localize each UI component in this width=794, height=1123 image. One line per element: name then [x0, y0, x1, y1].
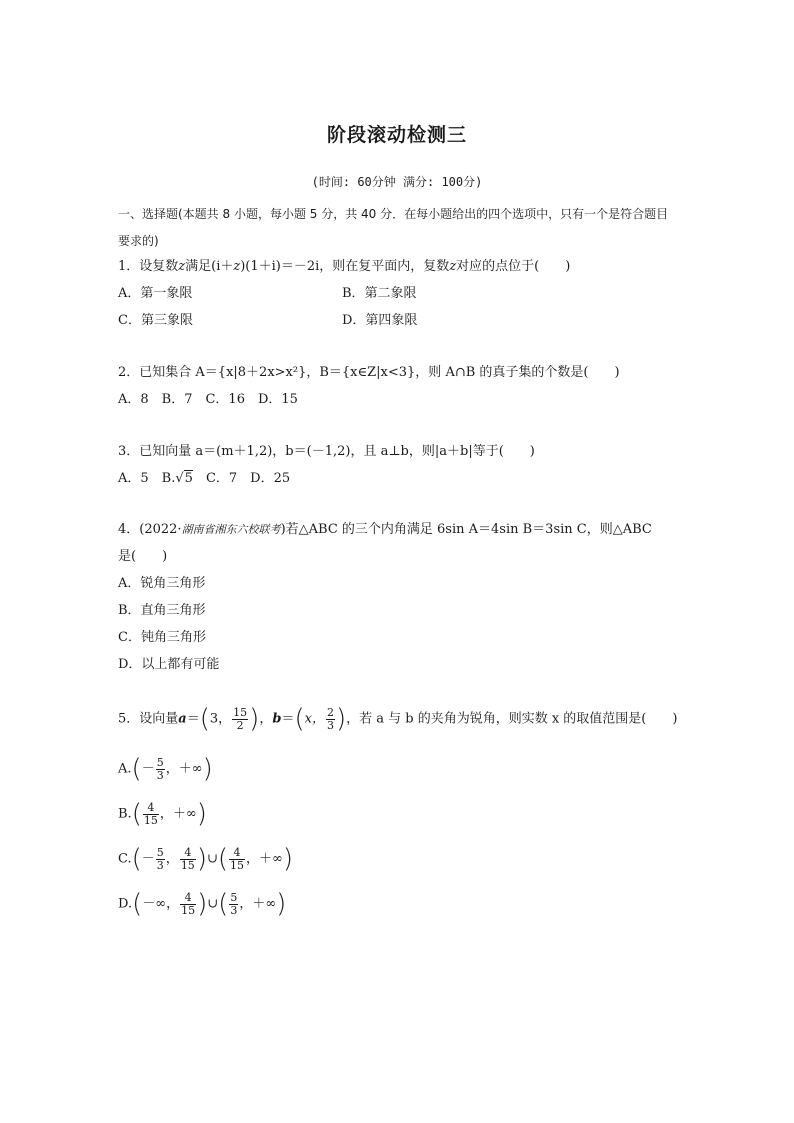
fraction: $\frac{5}{3}$ — [156, 845, 164, 872]
q1-option-c: C．第三象限 — [118, 313, 193, 328]
q1-option-b: B．第二象限 — [342, 286, 417, 301]
fraction: $\frac{5}{3}$ — [156, 755, 164, 782]
q4-stem: 4．(2022·湖南省湘东六校联考)若△ABC 的三个内角满足 6sin A＝4sin B＝3sin C，则△ABC — [118, 522, 652, 537]
q1-option-d: D．第四象限 — [342, 313, 418, 328]
q5-stem: 5．设向量a＝(3， $\frac{15}{2}$ )，b＝(x， $\frac{2}{3}$ )，若 a 与 b 的夹角为锐角，则实数 x 的取值范围是( ) — [118, 704, 678, 734]
fraction: $\frac{5}{3}$ — [230, 890, 238, 917]
q5-option-c: C.(－ $\frac{5}{3}$ ， $\frac{4}{15}$ )∪( $\frac{4}{15}$ ，＋∞) — [118, 844, 294, 874]
fraction: $\frac{2}{3}$ — [326, 705, 334, 732]
q4-option-c: C．钝角三角形 — [118, 630, 206, 645]
q4-option-d: D．以上都有可能 — [118, 657, 220, 672]
q3-stem: 3．已知向量 a＝(m＋1,2)，b＝(－1,2)，且 a⊥b，则|a＋b|等于( ) — [118, 444, 535, 459]
q5-option-b: B.( $\frac{4}{15}$ ，＋∞) — [118, 799, 207, 829]
fraction: $\frac{4}{15}$ — [230, 845, 245, 872]
exam-meta: (时间: 60分钟 满分: 100分) — [311, 175, 483, 189]
q2-options: A．8 B．7 C．16 D．15 — [118, 392, 298, 407]
q5-option-d: D.(－∞， $\frac{4}{15}$ )∪( $\frac{5}{3}$ ，＋∞) — [118, 889, 287, 919]
q4-option-b: B．直角三角形 — [118, 603, 206, 618]
q3-options: A．5 B.√5 C．7 D．25 — [118, 471, 291, 486]
fraction: $\frac{4}{15}$ — [181, 890, 196, 917]
section-intro: 一、选择题(本题共 8 小题，每小题 5 分，共 40 分．在每小题给出的四个选项中，只有一个是符合题目要求的) — [118, 207, 669, 248]
fraction: $\frac{4}{15}$ — [180, 845, 195, 872]
fraction: $\frac{15}{2}$ — [233, 705, 248, 732]
q1-stem: 1．设复数z满足(i＋z)(1＋i)＝－2i，则在复平面内，复数z对应的点位于( ) — [118, 259, 571, 274]
page-title: 阶段滚动检测三 — [326, 124, 467, 146]
q4-source: 湖南省湘东六校联考 — [181, 523, 281, 536]
sqrt-value: 5 — [184, 471, 193, 486]
q5-option-a: A.(－ $\frac{5}{3}$ ，＋∞) — [118, 754, 213, 784]
q4-stem-line2: 是( ) — [118, 549, 168, 564]
q4-option-a: A．锐角三角形 — [118, 576, 206, 591]
q2-stem: 2．已知集合 A＝{x|8＋2x>x²}，B＝{x∈Z|x<3}，则 A∩B 的真子集的个数是( ) — [118, 365, 620, 380]
fraction: $\frac{4}{15}$ — [143, 800, 158, 827]
q1-option-a: A．第一象限 — [118, 286, 193, 301]
